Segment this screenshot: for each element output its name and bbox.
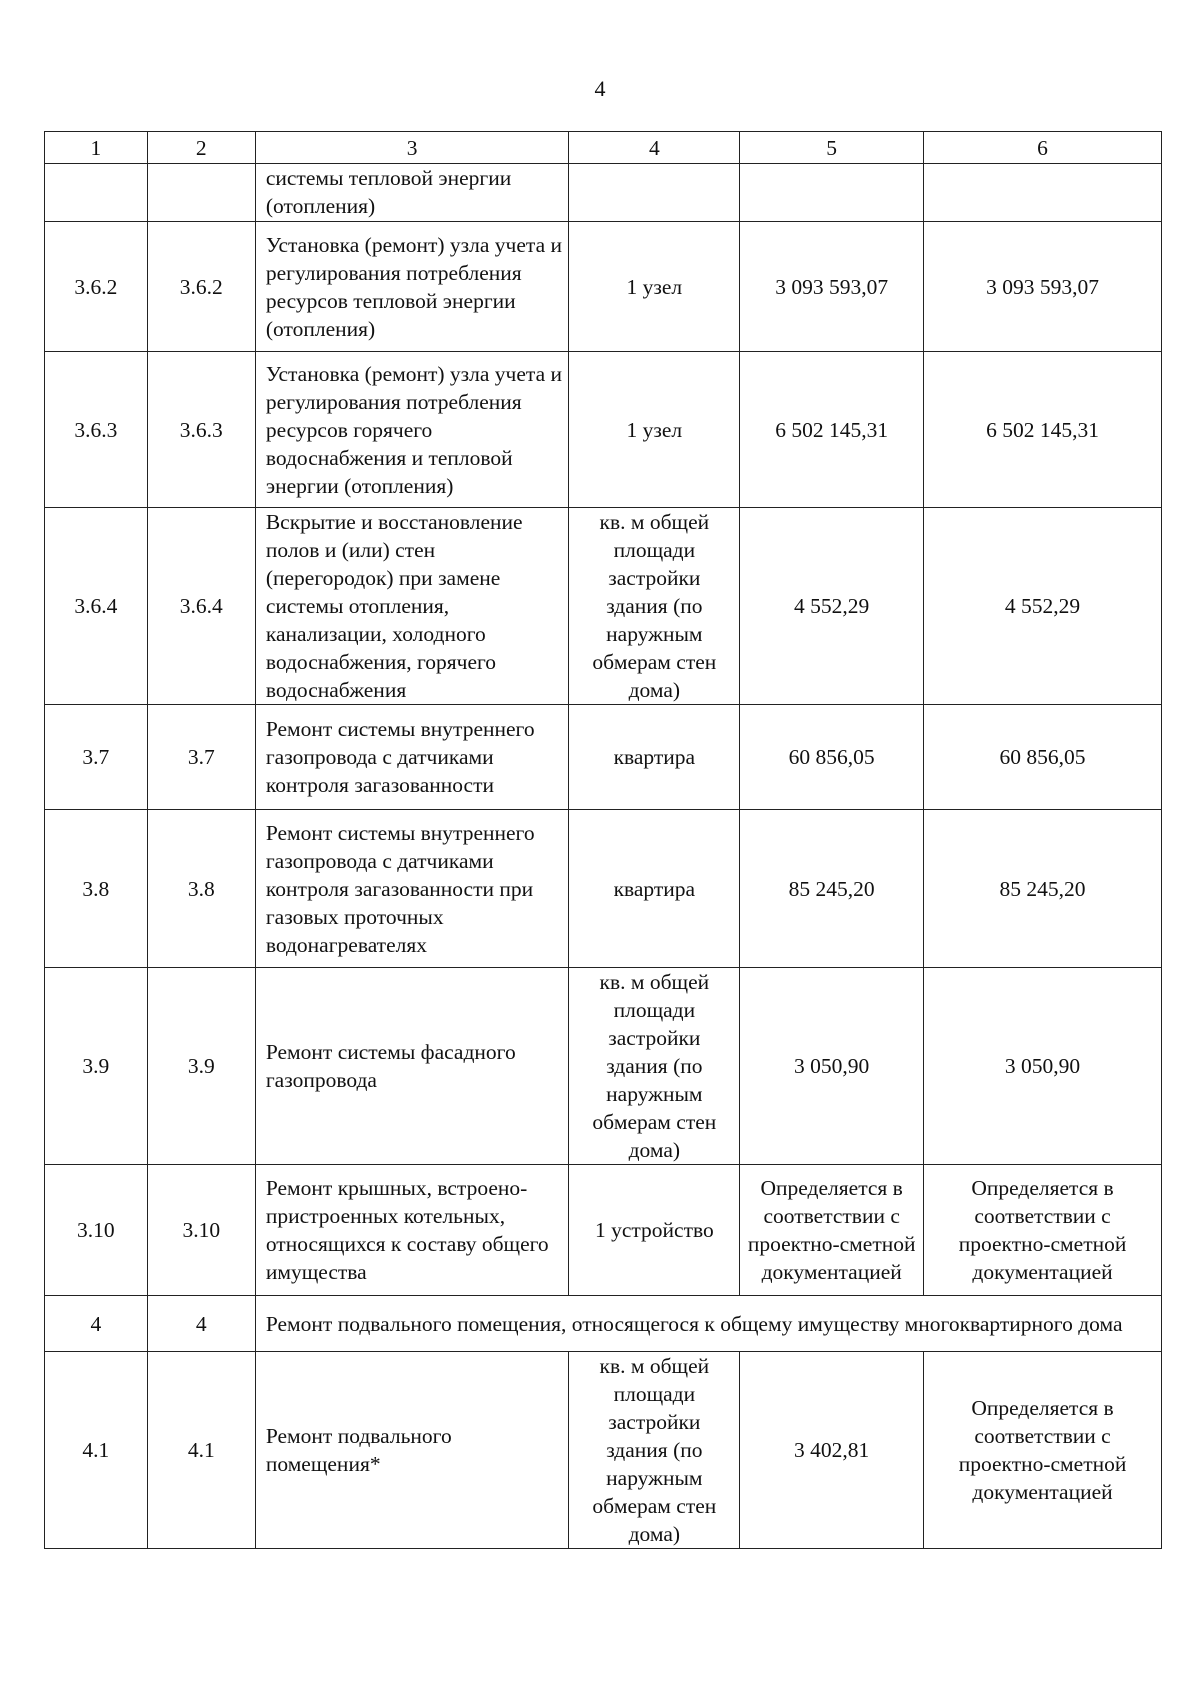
page-number: 4 xyxy=(594,76,606,101)
cell-code: 4 xyxy=(147,1296,255,1352)
cell-cost: 3 093 593,07 xyxy=(740,222,924,352)
cell-cost: 4 552,29 xyxy=(740,508,924,705)
table-row xyxy=(45,222,1162,352)
table-row xyxy=(45,810,1162,968)
cell-limit: Определяется в соответствии с проектно-сметной документацией xyxy=(924,1165,1162,1296)
cell-limit: 4 552,29 xyxy=(924,508,1162,705)
cell-description: Ремонт системы внутреннего газопровода с датчиками контроля загазованности xyxy=(255,705,569,810)
cell-cost: 6 502 145,31 xyxy=(740,352,924,508)
cell-number: 3.10 xyxy=(45,1165,148,1296)
cell-number: 3.6.2 xyxy=(45,222,148,352)
cell-number: 3.6.4 xyxy=(45,508,148,705)
cell-unit: квартира xyxy=(569,810,740,968)
cell-limit: 85 245,20 xyxy=(924,810,1162,968)
cell-number: 4 xyxy=(45,1296,148,1352)
cell-unit xyxy=(569,164,740,222)
cell-code: 3.10 xyxy=(147,1165,255,1296)
cell-unit: 1 узел xyxy=(569,352,740,508)
cell-cost: 85 245,20 xyxy=(740,810,924,968)
cell-unit: квартира xyxy=(569,705,740,810)
table-row xyxy=(45,1165,1162,1296)
header-cell-6: 6 xyxy=(924,132,1162,164)
cell-description: Установка (ремонт) узла учета и регулирования потребления ресурсов горячего водоснабжения и тепловой энергии (отопления) xyxy=(255,352,569,508)
cell-code: 3.6.3 xyxy=(147,352,255,508)
table-row xyxy=(45,1352,1162,1549)
cell-cost: 3 050,90 xyxy=(740,968,924,1165)
table-row xyxy=(45,968,1162,1165)
cell-description: Ремонт крышных, встроено-пристроенных котельных, относящихся к составу общего имущества xyxy=(255,1165,569,1296)
cell-unit: кв. м общей площади застройки здания (по наружным обмерам стен дома) xyxy=(569,968,740,1165)
cell-unit: кв. м общей площади застройки здания (по наружным обмерам стен дома) xyxy=(569,508,740,705)
table-row xyxy=(45,705,1162,810)
cell-unit: 1 устройство xyxy=(569,1165,740,1296)
cell-description: системы тепловой энергии (отопления) xyxy=(255,164,569,222)
cell-limit: 6 502 145,31 xyxy=(924,352,1162,508)
table-row xyxy=(45,508,1162,705)
header-cell-1: 1 xyxy=(45,132,148,164)
cell-code: 3.9 xyxy=(147,968,255,1165)
cell-number: 3.8 xyxy=(45,810,148,968)
continuation-row xyxy=(45,164,1162,222)
cell-limit: 3 093 593,07 xyxy=(924,222,1162,352)
cell-number: 3.9 xyxy=(45,968,148,1165)
cell-limit: Определяется в соответствии с проектно-сметной документацией xyxy=(924,1352,1162,1549)
cell-description: Вскрытие и восстановление полов и (или) стен (перегородок) при замене системы отопления, канализации, холодного водоснабжения, горячего водоснабжения xyxy=(255,508,569,705)
header-cell-2: 2 xyxy=(147,132,255,164)
cell-code xyxy=(147,164,255,222)
cell-number: 3.6.3 xyxy=(45,352,148,508)
cell-description: Ремонт подвального помещения* xyxy=(255,1352,569,1549)
cell-cost: 60 856,05 xyxy=(740,705,924,810)
cell-limit: 60 856,05 xyxy=(924,705,1162,810)
cell-description: Ремонт системы фасадного газопровода xyxy=(255,968,569,1165)
cell-unit: 1 узел xyxy=(569,222,740,352)
cell-number: 3.7 xyxy=(45,705,148,810)
cell-number xyxy=(45,164,148,222)
cell-description: Установка (ремонт) узла учета и регулирования потребления ресурсов тепловой энергии (отопления) xyxy=(255,222,569,352)
cell-code: 3.8 xyxy=(147,810,255,968)
cell-number: 4.1 xyxy=(45,1352,148,1549)
cell-cost: Определяется в соответствии с проектно-сметной документацией xyxy=(740,1165,924,1296)
header-cell-5: 5 xyxy=(740,132,924,164)
cell-cost xyxy=(740,164,924,222)
header-cell-4: 4 xyxy=(569,132,740,164)
cell-cost: 3 402,81 xyxy=(740,1352,924,1549)
header-row xyxy=(45,132,1162,164)
cell-description: Ремонт системы внутреннего газопровода с датчиками контроля загазованности при газовых проточных водонагревателях xyxy=(255,810,569,968)
section-title: Ремонт подвального помещения, относящегося к общему имуществу многоквартирного дома xyxy=(255,1296,1161,1352)
cell-unit: кв. м общей площади застройки здания (по наружным обмерам стен дома) xyxy=(569,1352,740,1549)
table-row xyxy=(45,352,1162,508)
cell-code: 4.1 xyxy=(147,1352,255,1549)
header-cell-3: 3 xyxy=(255,132,569,164)
cell-limit xyxy=(924,164,1162,222)
cell-code: 3.7 xyxy=(147,705,255,810)
cell-code: 3.6.4 xyxy=(147,508,255,705)
cost-table xyxy=(44,131,1162,1549)
cell-code: 3.6.2 xyxy=(147,222,255,352)
cell-limit: 3 050,90 xyxy=(924,968,1162,1165)
section-row xyxy=(45,1296,1162,1352)
